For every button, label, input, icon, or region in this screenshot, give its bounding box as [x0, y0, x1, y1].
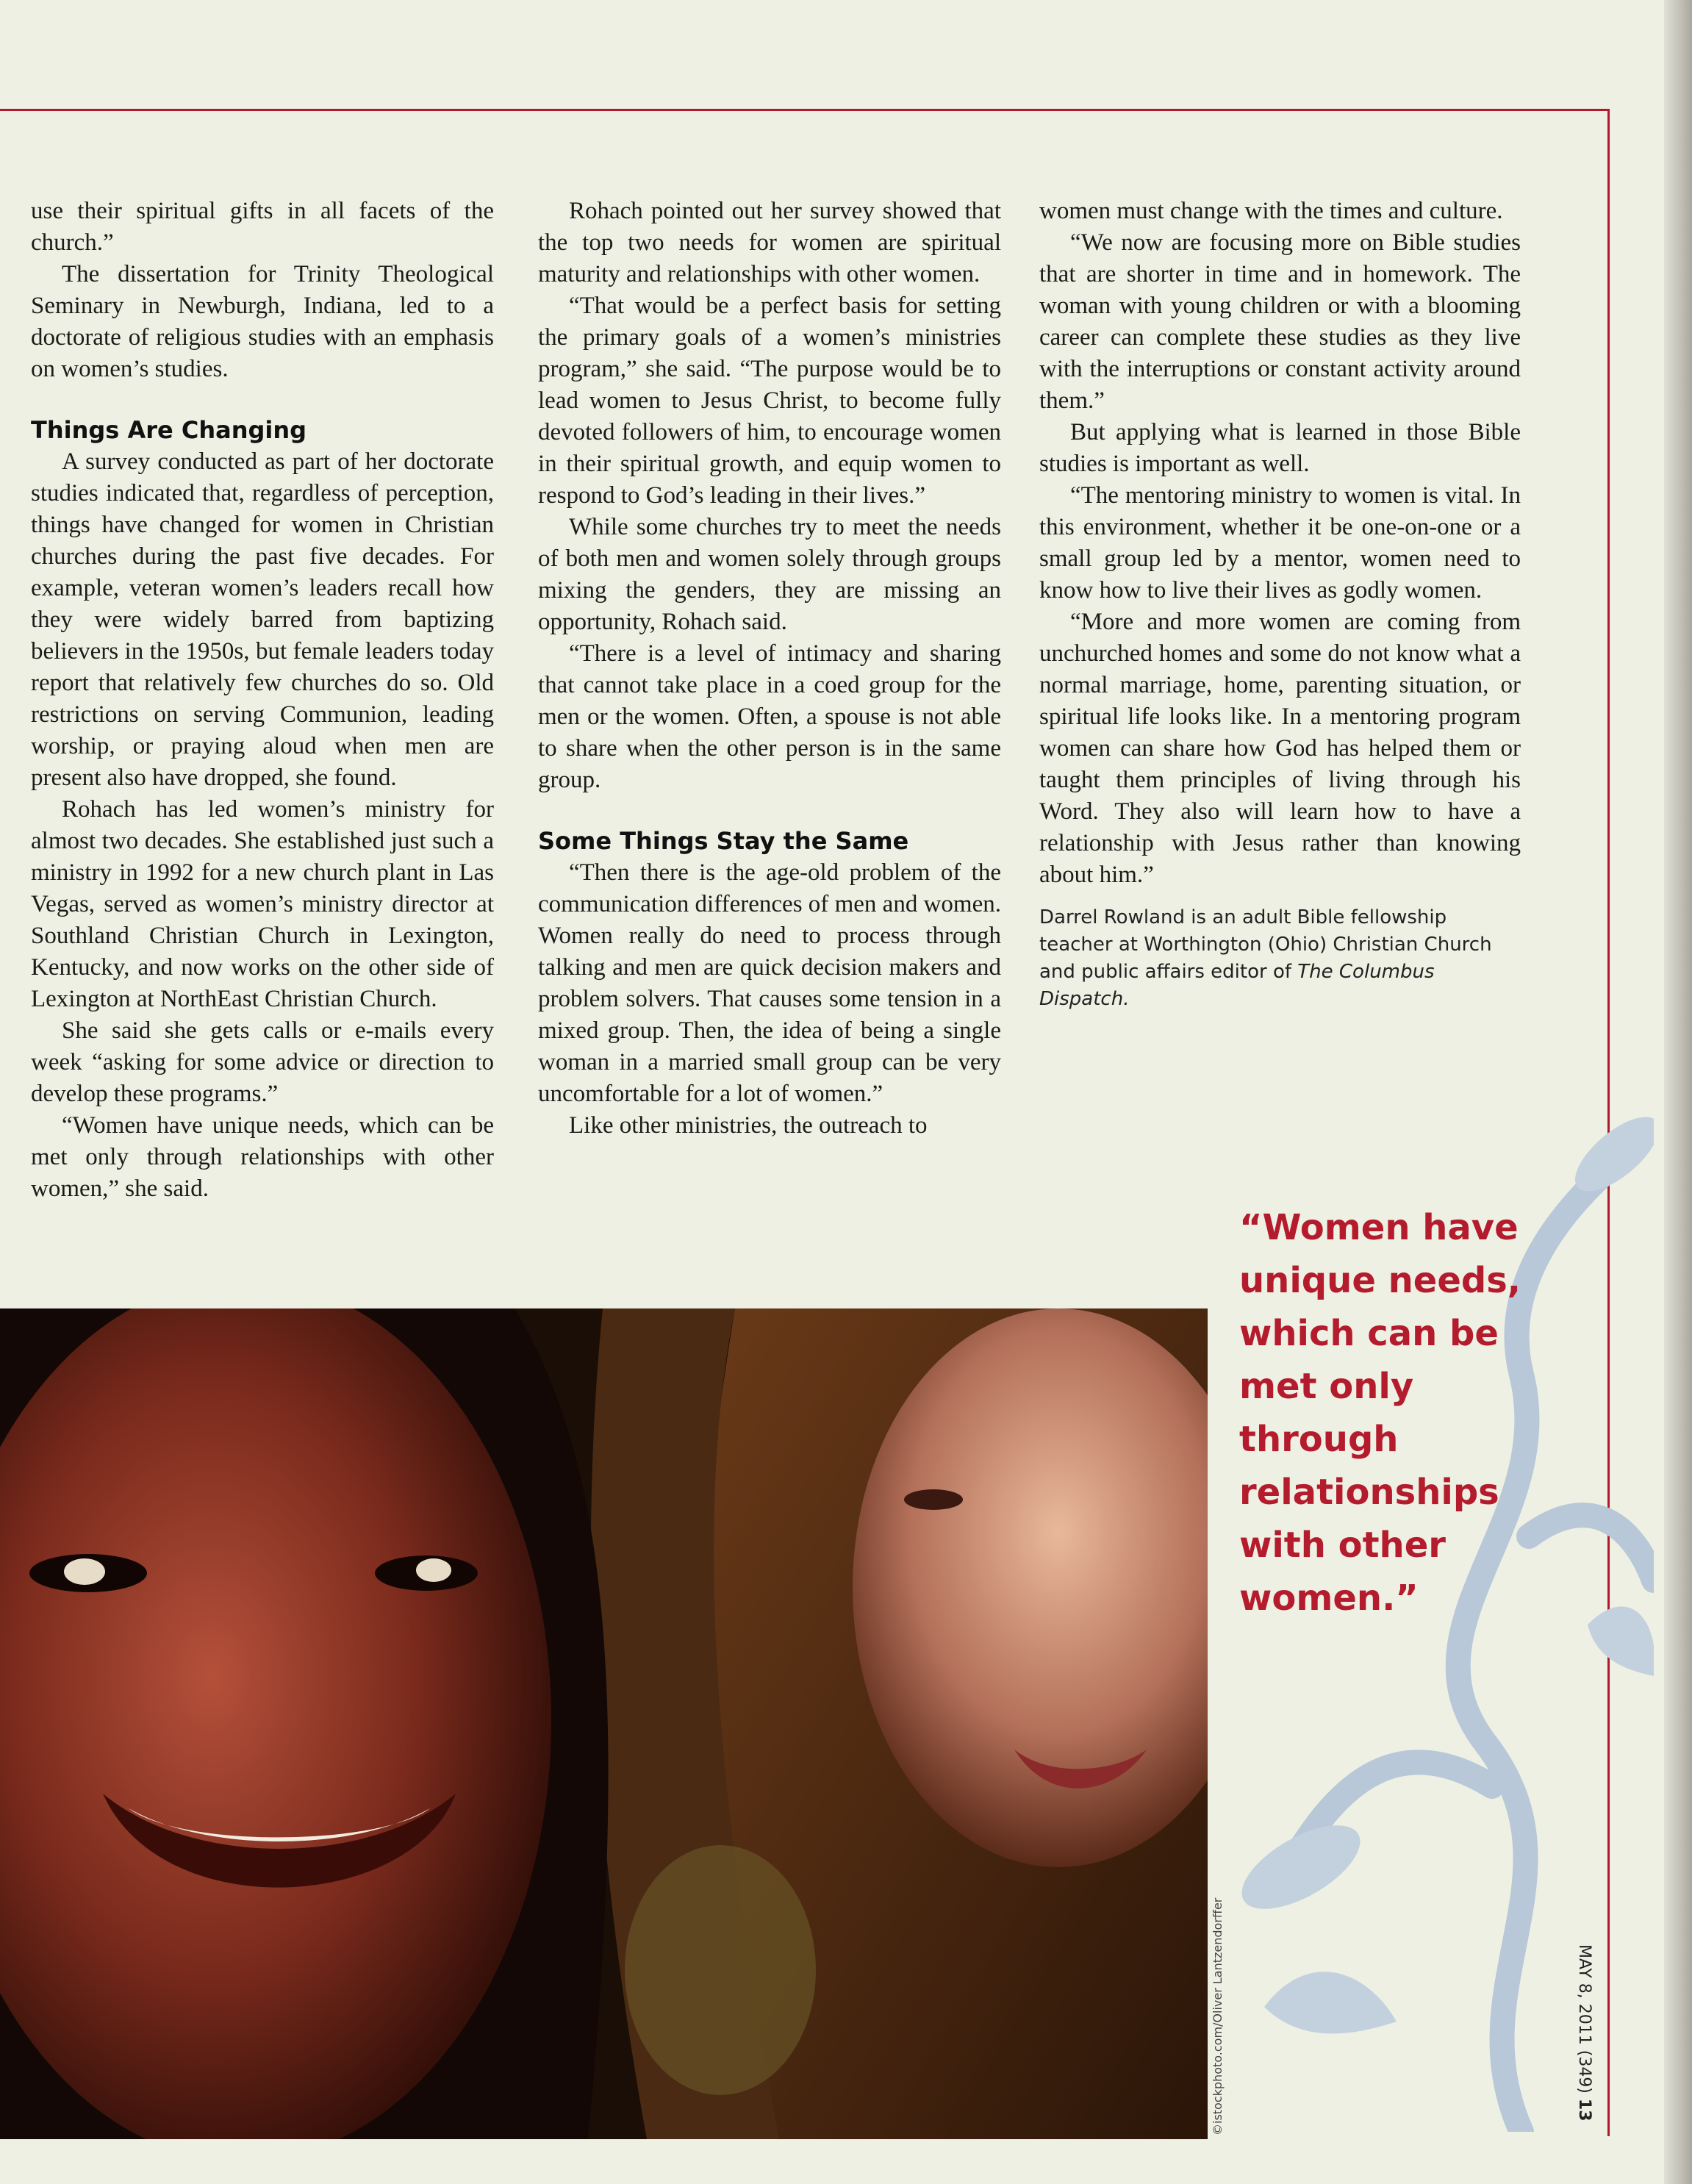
page-number: 13 [1575, 2098, 1594, 2122]
paragraph: While some churches try to meet the needs of both men and women solely through groups mixing the genders, they are missing an opportunity, Rohach said. [538, 514, 1001, 635]
issue-date: MAY 8, 2011 [1575, 1944, 1594, 2045]
paragraph: women must change with the times and culture. [1039, 198, 1503, 224]
column-middle [538, 196, 1001, 1142]
column-right [1039, 196, 1521, 1013]
paragraph: “We now are focusing more on Bible studies that are shorter in time and in homework. The woman with young children or with a blooming career can complete these studies as they live with the interruptions or constant activity around them.” [1039, 229, 1521, 414]
issue-number: (349) [1575, 2049, 1594, 2094]
paragraph: use their spiritual gifts in all facets of the church.” [31, 198, 494, 256]
paragraph: “More and more women are coming from unchurched homes and some do not know what a normal marriage, home, parenting situation, or spiritual life looks like. In a mentoring program women can share how God has helped them or taught them principles of living through his Word. They also will learn how to have a relationship with Jesus rather than knowing about him.” [1039, 609, 1521, 888]
paragraph: Rohach pointed out her survey showed that the top two needs for women are spiritual maturity and relationships with other women. [538, 198, 1001, 287]
paragraph: “There is a level of intimacy and sharing that cannot take place in a coed group for the men or the women. Often, a spouse is not able to share when the other person is in the same group. [538, 640, 1001, 793]
paragraph: “Women have unique needs, which can be met only through relationships with other women,” she said. [31, 1112, 494, 1202]
section-heading-things-are-changing: Things Are Changing [31, 416, 307, 444]
publication-name: The Columbus Dispatch. [1039, 961, 1435, 1010]
pull-quote: “Women have unique needs, which can be met only through relationships with other women.” [1239, 1207, 1521, 1619]
page-edge [1664, 0, 1692, 2184]
paragraph: The dissertation for Trinity Theological Seminary in Newburgh, Indiana, led to a doctorate of religious studies with an emphasis on women’s studies. [31, 261, 494, 382]
paragraph: But applying what is learned in those Bible studies is important as well. [1039, 419, 1521, 477]
author-bio-text: Darrel Rowland is an adult Bible fellowship teacher at Worthington (Ohio) Christian Church and public affairs editor of [1039, 906, 1492, 983]
photo-credit: ©istockphoto.com/Oliver Lantzendorffer [1211, 1897, 1225, 2135]
paragraph: She said she gets calls or e-mails every week “asking for some advice or direction to develop these programs.” [31, 1017, 494, 1107]
paragraph: “That would be a perfect basis for setting the primary goals of a women’s ministries program,” she said. “The purpose would be to lead women to Jesus Christ, to become fully devoted followers of him, to encourage women in their spiritual growth, and equip women to respond to God’s leading in their lives.” [538, 293, 1001, 509]
photo-two-women [0, 1308, 1208, 2139]
paragraph: Rohach has led women’s ministry for almost two decades. She established just such a ministry in 1992 for a new church plant in Las Vegas, served as women’s ministry director at Southland Christian Church in Lexington, Kentucky, and now works on the other side of Lexington at NorthEast Christian Church. [31, 796, 494, 1012]
photo-illustration [0, 1308, 1208, 2139]
paragraph: Like other ministries, the outreach to [569, 1112, 928, 1139]
paragraph: “The mentoring ministry to women is vital. In this environment, whether it be one-on-one or a small group led by a mentor, women need to know how to live their lives as godly women. [1039, 482, 1521, 604]
column-left [31, 196, 494, 1205]
author-bio [1039, 904, 1521, 1013]
section-heading-some-things-stay-the-same: Some Things Stay the Same [538, 827, 909, 855]
page-folio [1571, 1944, 1594, 2128]
paragraph: “Then there is the age-old problem of the communication differences of men and women. Women really do need to process through talking and men are quick decision makers and problem solvers. That causes some tension in a mixed group. Then, the idea of being a single woman in a married small group can be very uncomfortable for a lot of women.” [538, 859, 1001, 1107]
paragraph: A survey conducted as part of her doctorate studies indicated that, regardless of perception, things have changed for women in Christian churches during the past five decades. For example, veteran women’s leaders recall how they were widely barred from baptizing believers in the 1950s, but female leaders today report that relatively few churches do so. Old restrictions on serving Communion, leading worship, or praying aloud when men are present also have dropped, she found. [31, 448, 494, 791]
